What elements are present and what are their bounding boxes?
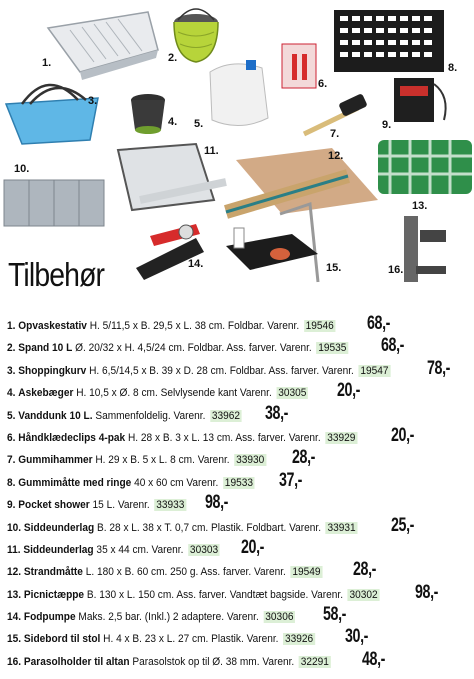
- photo-label-4: 4.: [168, 116, 178, 128]
- photo-label-3: 3.: [88, 95, 98, 107]
- item-description: H. 4 x B. 23 x L. 27 cm. Plastik. Varenr.: [100, 633, 279, 646]
- item-varenr: 19533: [224, 476, 253, 489]
- photo-label-9: 9.: [382, 119, 392, 131]
- pocket-shower-image: [394, 78, 446, 122]
- photo-label-1: 1.: [42, 57, 52, 69]
- item-varenr: 19546: [305, 320, 334, 332]
- list-item: [7, 626, 473, 652]
- seat-pad-image: [4, 180, 104, 226]
- item-description: 15 L. Varenr.: [89, 499, 150, 512]
- dish-rack-image: [48, 12, 158, 80]
- item-price: 98,-: [204, 492, 228, 514]
- item-price: 38,-: [265, 402, 289, 424]
- item-description: H. 29 x B. 5 x L. 8 cm. Varenr.: [92, 454, 230, 467]
- item-description: 35 x 44 cm. Varenr.: [93, 543, 184, 556]
- item-name: Opvaskestativ: [18, 320, 87, 332]
- item-price: 48,-: [361, 648, 385, 670]
- item-price: 68,-: [380, 335, 404, 357]
- water-container-image: [210, 60, 268, 126]
- item-name: Siddeunderlag: [23, 521, 95, 534]
- item-description: B. 130 x L. 150 cm. Ass. farver. Vandtæt bagside. Varenr.: [84, 588, 344, 601]
- list-item: [7, 469, 473, 496]
- item-varenr: 33962: [211, 409, 241, 422]
- item-varenr: 19547: [360, 364, 389, 377]
- item-varenr: 19535: [318, 342, 347, 355]
- item-varenr: 30302: [349, 588, 378, 601]
- item-price: 28,-: [352, 559, 376, 581]
- item-number: 7.: [7, 454, 16, 467]
- item-number: 9.: [7, 499, 16, 512]
- photo-label-2: 2.: [168, 52, 178, 64]
- item-description: Sammenfoldelig. Varenr.: [92, 409, 206, 422]
- list-item: [7, 581, 473, 608]
- item-number: 3.: [7, 364, 16, 377]
- item-name: Håndklædeclips 4-pak: [18, 431, 126, 444]
- item-name: Fodpumpe: [23, 611, 76, 624]
- product-list: [7, 313, 473, 675]
- photo-label-13: 13.: [412, 200, 428, 212]
- item-number: 14.: [7, 611, 22, 624]
- list-item: [7, 536, 473, 563]
- item-description: H. 6,5/14,5 x B. 39 x D. 28 cm. Foldbar. Ass. farver. Varenr.: [86, 364, 354, 377]
- product-photos: [0, 0, 474, 300]
- item-varenr: 33933: [156, 499, 185, 512]
- item-price: 20,-: [241, 536, 265, 558]
- item-price: 25,-: [391, 514, 415, 536]
- photo-label-16: 16.: [388, 264, 404, 276]
- item-name: Spand 10 L: [18, 342, 73, 355]
- item-varenr: 30305: [278, 387, 307, 400]
- item-number: 1.: [7, 320, 16, 332]
- list-item: [7, 424, 473, 451]
- item-description: Maks. 2,5 bar. (Inkl.) 2 adaptere. Varenr.: [75, 611, 259, 624]
- photo-label-14: 14.: [188, 258, 204, 270]
- item-name: Shoppingkurv: [18, 364, 87, 377]
- item-name: Pocket shower: [18, 499, 90, 512]
- photo-label-12: 12.: [328, 150, 344, 162]
- photo-label-11: 11.: [204, 145, 219, 157]
- item-number: 13.: [7, 588, 22, 601]
- item-number: 4.: [7, 387, 16, 400]
- list-item: [7, 604, 473, 630]
- photo-label-15: 15.: [326, 262, 342, 274]
- item-name: Siddeunderlag: [23, 543, 94, 556]
- item-number: 2.: [7, 342, 16, 355]
- list-item: [7, 335, 473, 361]
- towel-clips-image: [282, 44, 316, 88]
- item-varenr: 33929: [327, 431, 356, 444]
- side-table-image: [226, 204, 318, 282]
- item-price: 28,-: [291, 447, 315, 469]
- item-description: 40 x 60 cm Varenr.: [131, 476, 219, 489]
- list-item: [7, 648, 473, 675]
- rubber-mat-image: [334, 10, 444, 72]
- item-name: Gummimåtte med ringe: [18, 476, 132, 489]
- item-number: 11.: [7, 543, 21, 556]
- item-description: H. 28 x B. 3 x L. 13 cm. Ass. farver. Varenr.: [125, 431, 321, 444]
- item-name: Gummihammer: [18, 454, 93, 467]
- item-description: B. 28 x L. 38 x T. 0,7 cm. Plastik. Foldbart. Varenr.: [94, 521, 322, 534]
- photo-label-6: 6.: [318, 78, 328, 90]
- item-price: 98,-: [414, 581, 438, 603]
- item-price: 37,-: [279, 469, 303, 491]
- item-price: 20,-: [337, 380, 361, 402]
- basket-image: [6, 85, 98, 144]
- item-number: 5.: [7, 409, 16, 422]
- item-description: L. 180 x B. 60 cm. 250 g. Ass. farver. Varenr.: [82, 566, 286, 579]
- item-varenr: 30303: [189, 543, 219, 556]
- item-number: 6.: [7, 431, 16, 444]
- item-number: 10.: [7, 521, 22, 534]
- item-description: H. 10,5 x Ø. 8 cm. Selvlysende kant Varenr.: [73, 387, 272, 400]
- bucket-image: [174, 9, 218, 62]
- photo-label-10: 10.: [14, 163, 30, 175]
- list-item: [7, 514, 473, 541]
- list-item: [7, 559, 473, 585]
- item-price: 78,-: [426, 357, 450, 379]
- list-item: [7, 447, 473, 473]
- item-name: Parasolholder til altan: [23, 655, 130, 668]
- item-varenr: 32291: [300, 655, 329, 668]
- item-name: Sidebord til stol: [23, 633, 101, 646]
- item-varenr: 19549: [292, 566, 321, 579]
- item-varenr: 33926: [284, 633, 314, 646]
- item-varenr: 33930: [236, 454, 265, 467]
- item-price: 30,-: [344, 626, 368, 648]
- picnic-blanket-image: [378, 140, 472, 194]
- item-number: 8.: [7, 476, 16, 489]
- item-name: Strandmåtte: [23, 566, 83, 579]
- item-varenr: 33931: [327, 521, 356, 534]
- item-name: Askebæger: [18, 387, 74, 400]
- item-number: 15.: [7, 633, 22, 646]
- parasol-holder-image: [404, 216, 446, 282]
- item-description: Ø. 20/32 x H. 4,5/24 cm. Foldbar. Ass. farver. Varenr.: [72, 342, 312, 355]
- item-description: Parasolstok op til Ø. 38 mm. Varenr.: [129, 655, 295, 668]
- item-price: 20,-: [390, 424, 414, 446]
- beach-mat-image: [226, 148, 378, 214]
- foot-pump-image: [136, 224, 204, 280]
- item-number: 16.: [7, 655, 22, 668]
- item-varenr: 30306: [265, 611, 294, 624]
- item-price: 68,-: [367, 313, 391, 334]
- item-name: Vanddunk 10 L.: [18, 409, 93, 422]
- item-description: H. 5/11,5 x B. 29,5 x L. 38 cm. Foldbar. Varenr.: [86, 320, 300, 332]
- photo-label-7: 7.: [330, 128, 340, 140]
- item-name: Picnictæppe: [23, 588, 85, 601]
- list-item: [7, 380, 473, 406]
- photo-label-8: 8.: [448, 62, 458, 74]
- photo-label-5: 5.: [194, 118, 204, 130]
- page-title: Tilbehør: [8, 256, 105, 293]
- list-item: [7, 357, 473, 384]
- item-number: 12.: [7, 566, 22, 579]
- item-price: 58,-: [323, 604, 347, 626]
- ashtray-image: [131, 94, 165, 134]
